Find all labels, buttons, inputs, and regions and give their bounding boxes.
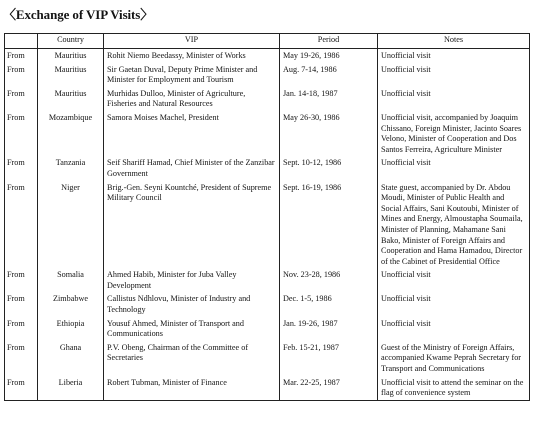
cell-vip: Sir Gaetan Duval, Deputy Prime Minister and Minister for Employment and Tourism	[104, 63, 280, 87]
column-header-period: Period	[280, 34, 378, 49]
cell-from: From	[5, 49, 38, 63]
cell-period: Jan. 19-26, 1987	[280, 317, 378, 341]
table-row	[5, 341, 530, 376]
table-row	[5, 156, 530, 180]
cell-vip: Callistus Ndhlovu, Minister of Industry and Technology	[104, 292, 280, 316]
cell-from: From	[5, 292, 38, 316]
cell-period: May 26-30, 1986	[280, 111, 378, 156]
cell-notes: Unofficial visit	[378, 317, 530, 341]
cell-notes: State guest, accompanied by Dr. Abdou Moudi, Minister of Public Health and Social Affairs, Sani Koutoubi, Minister of Mines and Energy, Almoustapha Soumaila, Minister of Planning, Mahamane Sani Bako, Minister of Foreign Affairs and Cooperation and Hama Hamadou, Director of the Cabinet of Presidential Office	[378, 181, 530, 269]
cell-notes: Unofficial visit	[378, 268, 530, 292]
cell-notes: Unofficial visit, accompanied by Joaquim Chissano, Foreign Minister, Jacinto Soares Velono, Minister of Cooperation and Dos Santos Ferreira, Agriculture Minister	[378, 111, 530, 156]
cell-vip: Seif Shariff Hamad, Chief Minister of the Zanzibar Government	[104, 156, 280, 180]
cell-vip: P.V. Obeng, Chairman of the Committee of Secretaries	[104, 341, 280, 376]
table-row	[5, 63, 530, 87]
cell-vip: Yousuf Ahmed, Minister of Transport and Communications	[104, 317, 280, 341]
cell-vip: Brig.-Gen. Seyni Kountché, President of Supreme Military Council	[104, 181, 280, 269]
column-header-vip: VIP	[104, 34, 280, 49]
vip-visits-table	[4, 33, 530, 401]
cell-country: Mauritius	[38, 49, 104, 63]
cell-vip: Murhidas Dulloo, Minister of Agriculture, Fisheries and Natural Resources	[104, 87, 280, 111]
table-row	[5, 87, 530, 111]
cell-from: From	[5, 341, 38, 376]
cell-period: Dec. 1-5, 1986	[280, 292, 378, 316]
cell-vip: Rohit Niemo Beedassy, Minister of Works	[104, 49, 280, 63]
table-row	[5, 268, 530, 292]
cell-country: Ethiopia	[38, 317, 104, 341]
cell-period: Sept. 16-19, 1986	[280, 181, 378, 269]
table-row	[5, 49, 530, 63]
column-header-notes: Notes	[378, 34, 530, 49]
cell-notes: Unofficial visit	[378, 49, 530, 63]
cell-period: Mar. 22-25, 1987	[280, 376, 378, 401]
table-row	[5, 292, 530, 316]
cell-vip: Samora Moises Machel, President	[104, 111, 280, 156]
cell-country: Zimbabwe	[38, 292, 104, 316]
cell-vip: Ahmed Habib, Minister for Juba Valley Development	[104, 268, 280, 292]
table-header-row	[5, 34, 530, 49]
cell-country: Tanzania	[38, 156, 104, 180]
cell-notes: Unofficial visit	[378, 63, 530, 87]
cell-from: From	[5, 156, 38, 180]
table-row	[5, 317, 530, 341]
cell-notes: Unofficial visit	[378, 292, 530, 316]
cell-from: From	[5, 268, 38, 292]
cell-period: Sept. 10-12, 1986	[280, 156, 378, 180]
cell-period: Feb. 15-21, 1987	[280, 341, 378, 376]
cell-from: From	[5, 376, 38, 401]
cell-country: Somalia	[38, 268, 104, 292]
column-header-country: Country	[38, 34, 104, 49]
cell-country: Mozambique	[38, 111, 104, 156]
cell-from: From	[5, 87, 38, 111]
cell-from: From	[5, 63, 38, 87]
table-row	[5, 111, 530, 156]
cell-from: From	[5, 181, 38, 269]
cell-country: Ghana	[38, 341, 104, 376]
cell-country: Mauritius	[38, 87, 104, 111]
cell-vip: Robert Tubman, Minister of Finance	[104, 376, 280, 401]
cell-from: From	[5, 111, 38, 156]
cell-notes: Unofficial visit	[378, 87, 530, 111]
cell-country: Niger	[38, 181, 104, 269]
cell-period: Aug. 7-14, 1986	[280, 63, 378, 87]
column-header-direction	[5, 34, 38, 49]
table-row	[5, 181, 530, 269]
cell-notes: Unofficial visit	[378, 156, 530, 180]
cell-country: Mauritius	[38, 63, 104, 87]
cell-from: From	[5, 317, 38, 341]
cell-period: May 19-26, 1986	[280, 49, 378, 63]
table-row	[5, 376, 530, 401]
cell-period: Jan. 14-18, 1987	[280, 87, 378, 111]
cell-country: Liberia	[38, 376, 104, 401]
cell-period: Nov. 23-28, 1986	[280, 268, 378, 292]
cell-notes: Unofficial visit to attend the seminar on the flag of convenience system	[378, 376, 530, 401]
page-title: 〈Exchange of VIP Visits〉	[3, 7, 154, 22]
cell-notes: Guest of the Ministry of Foreign Affairs, accompanied Kwame Peprah Secretary for Transport and Communications	[378, 341, 530, 376]
